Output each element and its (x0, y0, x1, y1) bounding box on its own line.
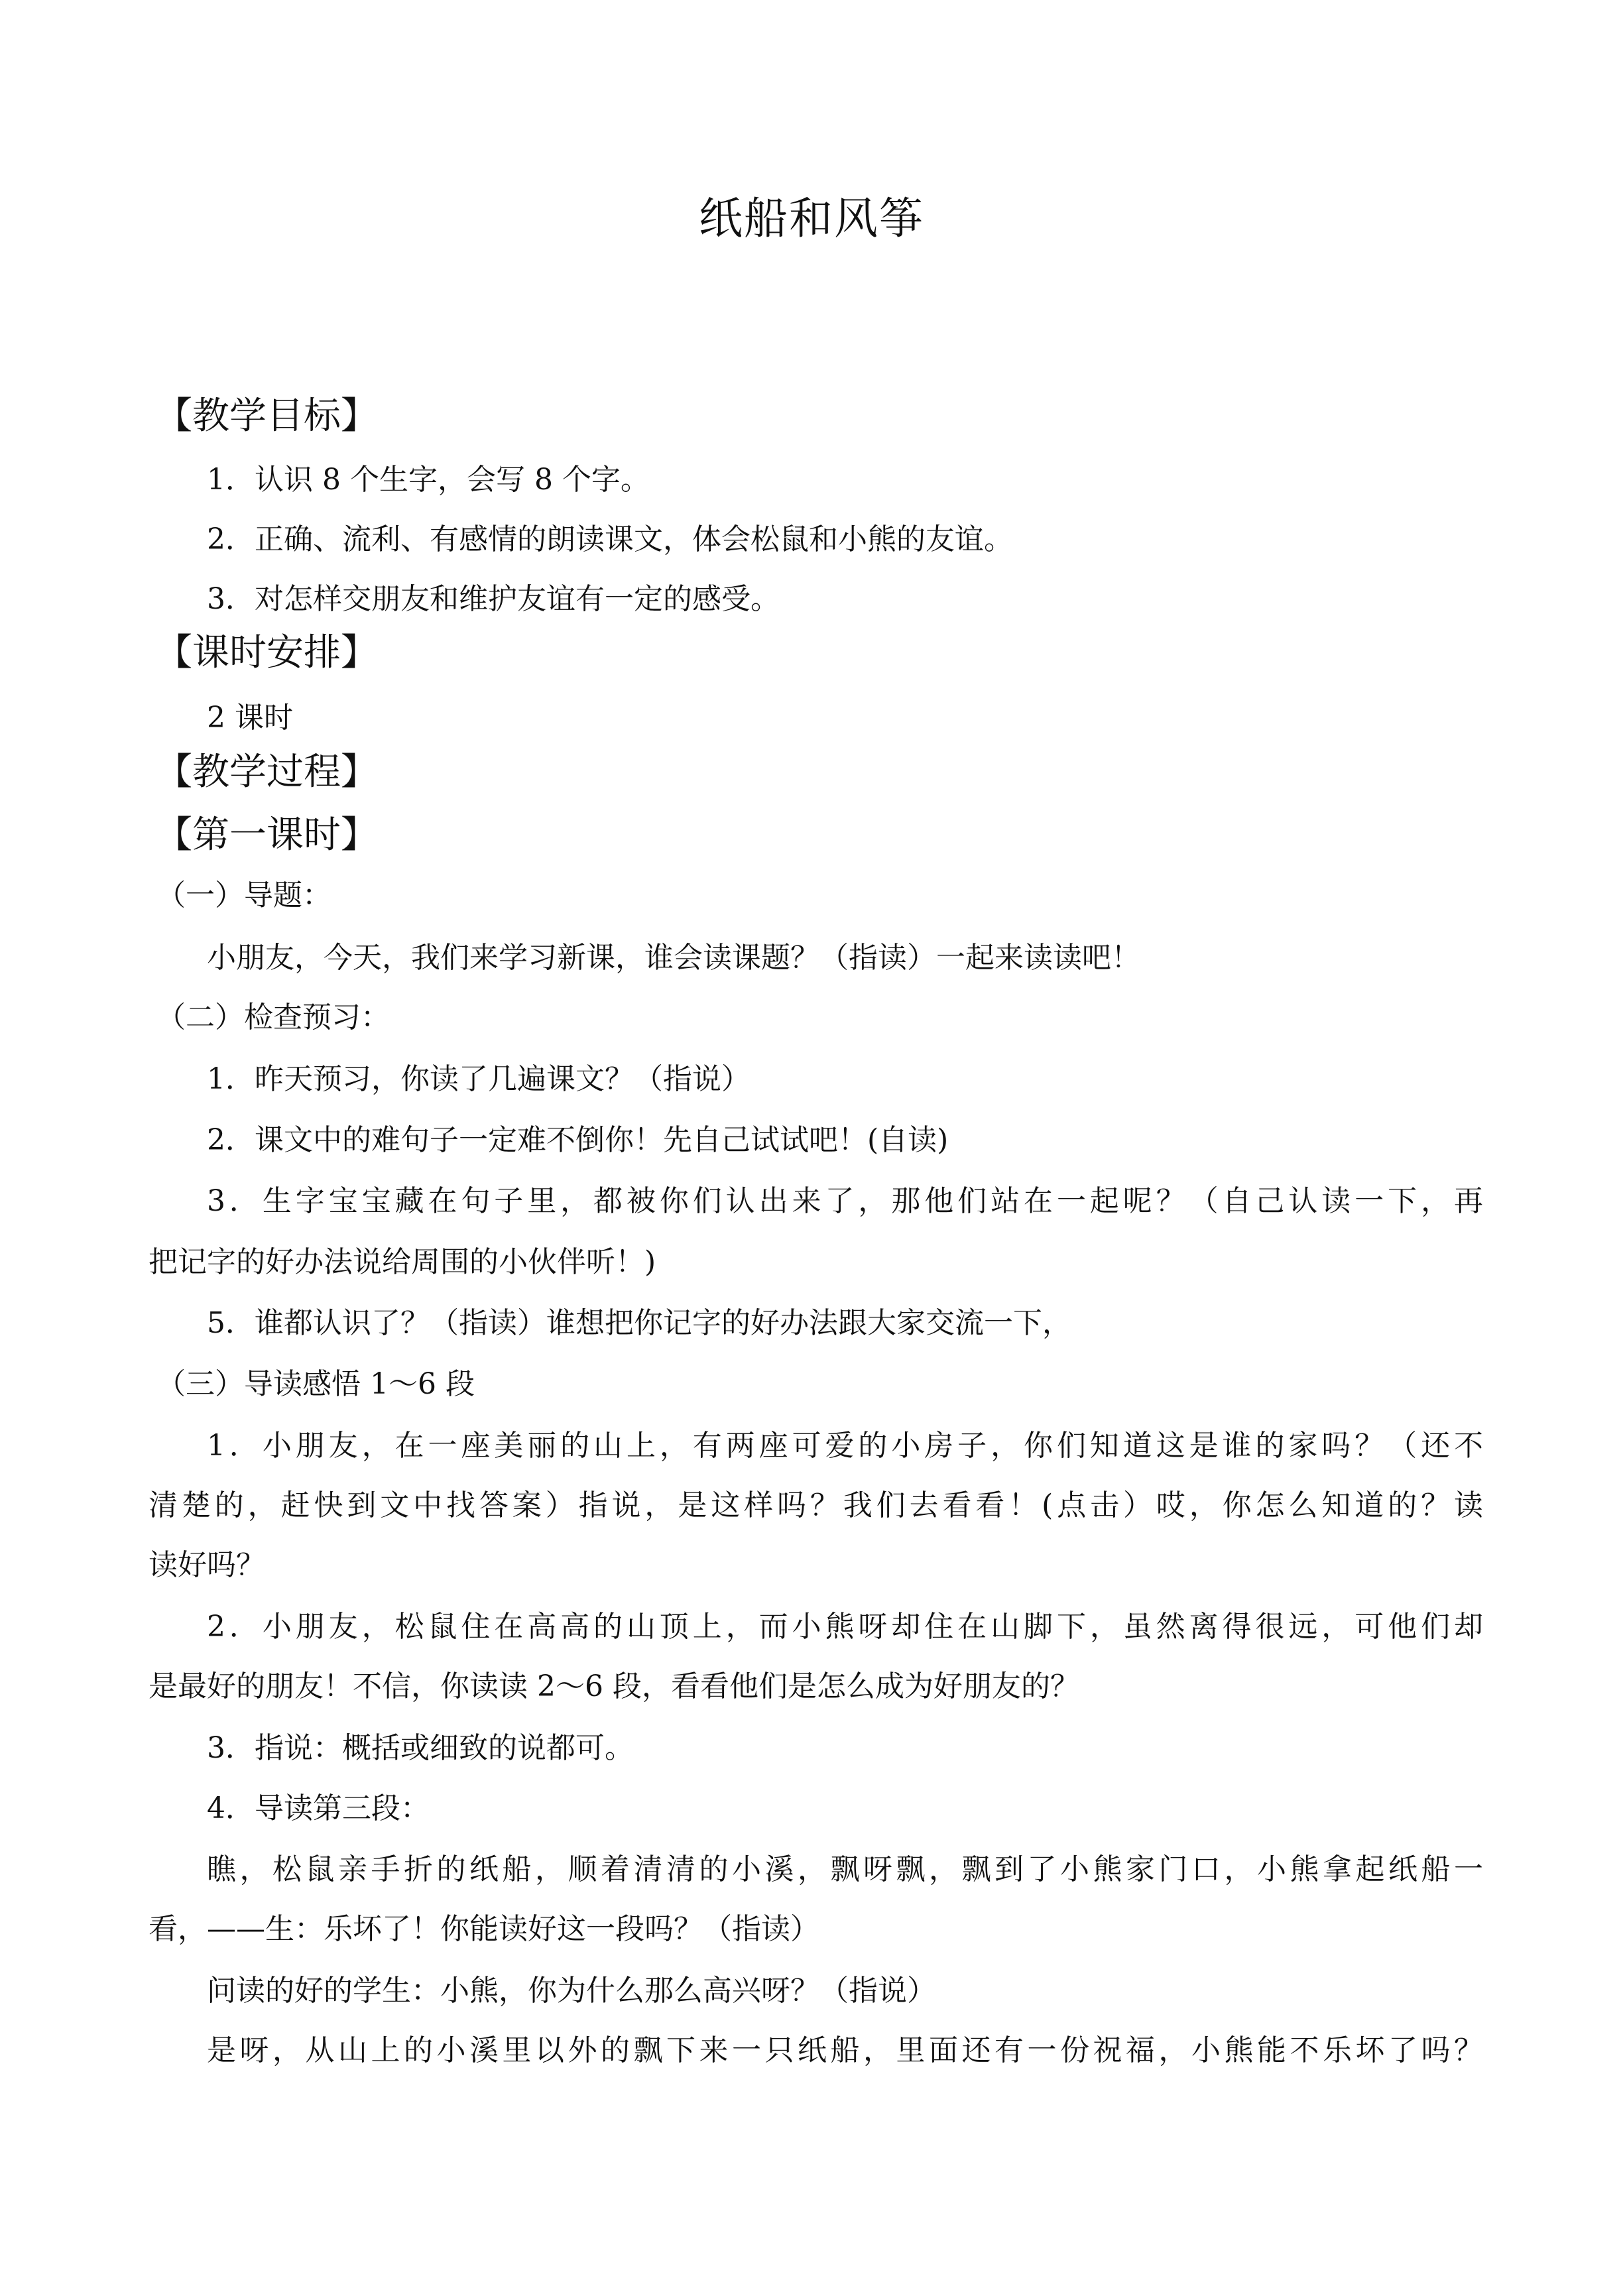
schedule-text: 2 课时 (207, 701, 293, 735)
part1-label: （一）导题： (156, 878, 331, 912)
part3-line-9: 看，——生：乐坏了！你能读好这一段吗？（指读） (149, 1912, 819, 1946)
part3-line-4: 2．小朋友，松鼠住在高高的山顶上，而小熊呀却住在山脚下，虽然离得很远，可他们却 (207, 1610, 1483, 1644)
page-title: 纸船和风筝 (699, 193, 924, 244)
part2-item-3: 3．生字宝宝藏在句子里，都被你们认出来了，那他们站在一起呢？（自己认读一下，再 (207, 1184, 1483, 1218)
part3-line-11: 是呀，从山上的小溪里以外的飘下来一只纸船，里面还有一份祝福，小熊能不乐坏了吗？ (207, 2033, 1483, 2067)
heading-goals: 【教学目标】 (155, 394, 378, 438)
part3-line-3: 读好吗？ (149, 1548, 265, 1582)
part3-line-2: 清楚的，赶快到文中找答案）指说，是这样吗？我们去看看！(点击）哎，你怎么知道的？读 (149, 1488, 1483, 1522)
part2-item-3-cont: 把记字的好办法说给周围的小伙伴听！) (149, 1245, 656, 1279)
heading-process: 【教学过程】 (155, 751, 378, 794)
goal-item-3: 3．对怎样交朋友和维护友谊有一定的感受。 (207, 582, 780, 616)
heading-lesson-1: 【第一课时】 (155, 814, 378, 857)
part2-item-2: 2．课文中的难句子一定难不倒你！先自己试试吧！(自读) (207, 1123, 949, 1157)
goal-item-1: 1．认识 8 个生字，会写 8 个字。 (207, 463, 650, 497)
part2-label: （二）检查预习： (156, 1000, 390, 1034)
part3-line-8: 瞧，松鼠亲手折的纸船，顺着清清的小溪，飘呀飘，飘到了小熊家门口，小熊拿起纸船一 (207, 1852, 1483, 1886)
part3-line-6: 3．指说：概括或细致的说都可。 (207, 1731, 634, 1765)
part3-line-1: 1．小朋友，在一座美丽的山上，有两座可爱的小房子，你们知道这是谁的家吗？（还不 (207, 1429, 1483, 1463)
part3-line-7: 4．导读第三段： (207, 1791, 430, 1825)
goal-item-2: 2．正确、流利、有感情的朗读课文，体会松鼠和小熊的友谊。 (207, 522, 1013, 556)
part3-line-10: 问读的好的学生：小熊，你为什么那么高兴呀？（指说） (207, 1974, 936, 2008)
part3-label: （三）导读感悟 1～6 段 (156, 1367, 475, 1401)
part3-line-5: 是最好的朋友！不信，你读读 2～6 段，看看他们是怎么成为好朋友的？ (149, 1669, 1079, 1703)
part2-item-1: 1．昨天预习，你读了几遍课文？（指说） (207, 1062, 751, 1096)
part1-text: 小朋友，今天，我们来学习新课，谁会读课题？（指读）一起来读读吧！ (207, 941, 1140, 975)
part2-item-5: 5．谁都认识了？（指读）谁想把你记字的好办法跟大家交流一下， (207, 1306, 1071, 1340)
heading-schedule: 【课时安排】 (155, 631, 378, 674)
